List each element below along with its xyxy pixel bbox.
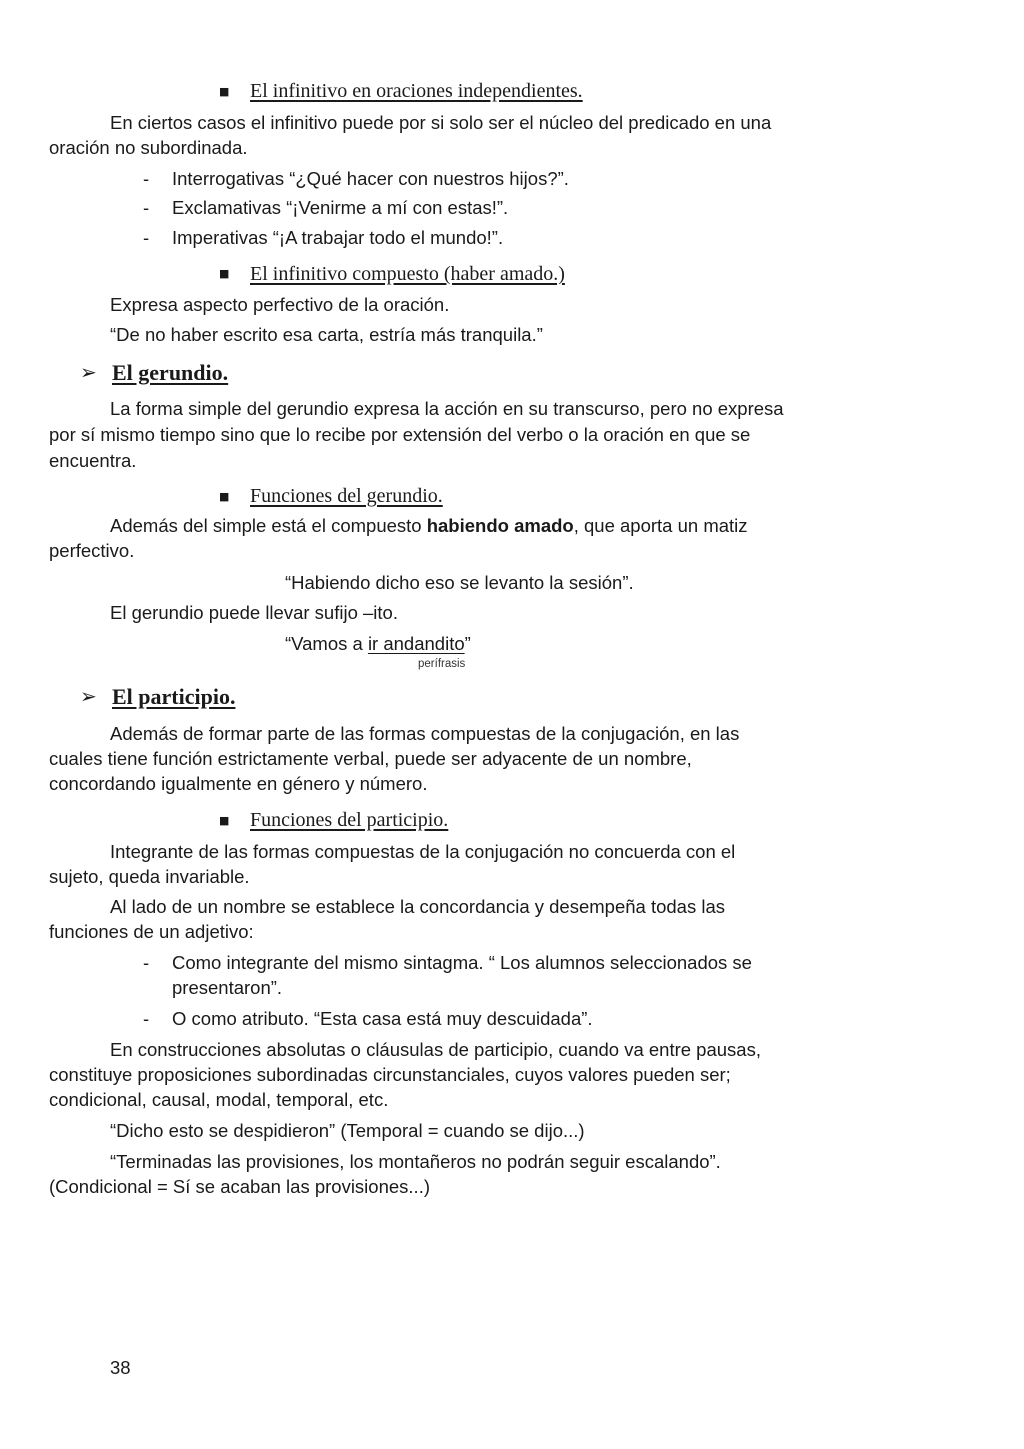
paragraph-line: sujeto, queda invariable. <box>49 866 250 887</box>
page-number: 38 <box>110 1357 131 1378</box>
text-span: Además del simple está el compuesto <box>110 515 427 536</box>
subheading-infinitivo-independientes: El infinitivo en oraciones independientes. <box>250 80 583 102</box>
quote-line: “De no haber escrito esa carta, estría más tranquila.” <box>110 324 543 345</box>
subheading-funciones-participio: Funciones del participio. <box>250 809 449 831</box>
paragraph-line: condicional, causal, modal, temporal, etc. <box>49 1089 389 1110</box>
text-span: ” <box>464 633 471 654</box>
paragraph-line: encuentra. <box>49 450 137 471</box>
paragraph-line: La forma simple del gerundio expresa la acción en su transcurso, pero no expresa <box>110 398 784 419</box>
dash-bullet: - <box>143 1008 150 1029</box>
paragraph-line: Integrante de las formas compuestas de la conjugación no concuerda con el <box>110 841 736 862</box>
arrow-bullet-icon: ➢ <box>80 360 97 384</box>
paragraph-line: En ciertos casos el infinitivo puede por si solo ser el núcleo del predicado en una <box>110 112 772 133</box>
paragraph-line: Además de formar parte de las formas compuestas de la conjugación, en las <box>110 723 740 744</box>
heading-participio: El participio. <box>112 684 236 709</box>
square-bullet-icon: ■ <box>219 267 230 280</box>
text-span: “Vamos a <box>285 633 368 654</box>
square-bullet-icon: ■ <box>219 814 230 827</box>
paragraph-line: oración no subordinada. <box>49 137 248 158</box>
paragraph-line: En construcciones absolutas o cláusulas de participio, cuando va entre pausas, <box>110 1039 761 1060</box>
example-line: “Terminadas las provisiones, los montañeros no podrán seguir escalando”. <box>110 1151 721 1172</box>
list-item: Como integrante del mismo sintagma. “ Los alumnos seleccionados se <box>172 952 752 973</box>
paragraph-line: Al lado de un nombre se establece la concordancia y desempeña todas las <box>110 896 725 917</box>
example-quote <box>285 632 471 656</box>
square-bullet-icon: ■ <box>219 490 230 503</box>
example-quote: “Habiendo dicho eso se levanto la sesión”. <box>285 572 634 593</box>
paragraph-line: concordando igualmente en género y número. <box>49 773 428 794</box>
list-item-continuation: presentaron”. <box>172 977 283 998</box>
list-item: Exclamativas “¡Venirme a mí con estas!”. <box>172 197 509 218</box>
heading-gerundio: El gerundio. <box>112 360 229 385</box>
list-item: O como atributo. “Esta casa está muy descuidada”. <box>172 1008 593 1029</box>
bold-term: habiendo amado <box>426 515 574 536</box>
paragraph-line: Expresa aspecto perfectivo de la oración. <box>110 294 450 315</box>
paragraph-line: El gerundio puede llevar sufijo –ito. <box>110 602 398 623</box>
list-item: Interrogativas “¿Qué hacer con nuestros hijos?”. <box>172 168 569 189</box>
periphrasis-note: perífrasis <box>418 658 466 670</box>
dash-bullet: - <box>143 168 150 189</box>
example-line: “Dicho esto se despidieron” (Temporal = cuando se dijo...) <box>110 1120 585 1141</box>
list-item: Imperativas “¡A trabajar todo el mundo!”. <box>172 227 504 248</box>
paragraph-line: funciones de un adjetivo: <box>49 921 254 942</box>
paragraph-line: cuales tiene función estrictamente verbal, puede ser adyacente de un nombre, <box>49 748 692 769</box>
example-line: (Condicional = Sí se acaban las provisiones...) <box>49 1176 430 1197</box>
arrow-bullet-icon: ➢ <box>80 684 97 708</box>
paragraph-line <box>110 514 748 538</box>
paragraph-line: perfectivo. <box>49 540 135 561</box>
dash-bullet: - <box>143 952 150 973</box>
underlined-periphrasis: ir andandito <box>367 633 465 654</box>
paragraph-line: por sí mismo tiempo sino que lo recibe por extensión del verbo o la oración en que se <box>49 424 751 445</box>
dash-bullet: - <box>143 197 150 218</box>
paragraph-line: constituye proposiciones subordinadas circunstanciales, cuyos valores pueden ser; <box>49 1064 731 1085</box>
dash-bullet: - <box>143 227 150 248</box>
square-bullet-icon: ■ <box>219 85 230 98</box>
text-span: , que aporta un matiz <box>573 515 748 536</box>
subheading-funciones-gerundio: Funciones del gerundio. <box>250 485 443 507</box>
subheading-infinitivo-compuesto: El infinitivo compuesto (haber amado.) <box>250 263 565 285</box>
